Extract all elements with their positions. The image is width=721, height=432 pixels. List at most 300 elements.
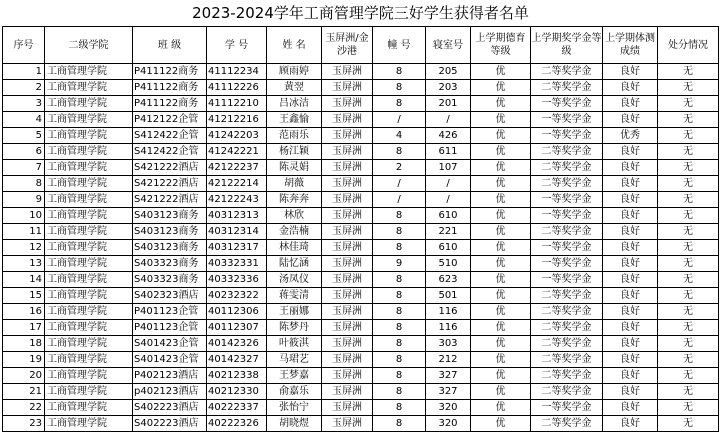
table-row	[3, 384, 719, 400]
cell-college: 工商管理学院	[45, 256, 133, 272]
cell-student-id: 40222337	[207, 400, 267, 416]
cell-student-id: 41212216	[207, 112, 267, 128]
cell-student-id: 41112210	[207, 96, 267, 112]
cell-scholarship: 一等奖学金	[531, 400, 603, 416]
cell-moral: 优	[471, 112, 531, 128]
cell-name: 张怡宁	[267, 400, 322, 416]
cell-class: P411122商务	[133, 96, 207, 112]
cell-seq: 21	[3, 384, 45, 400]
cell-campus: 玉屏洲	[322, 80, 373, 96]
cell-class: P402123酒店	[133, 368, 207, 384]
cell-pe: 良好	[603, 208, 658, 224]
cell-scholarship: 一等奖学金	[531, 128, 603, 144]
cell-name: 陈灵娟	[267, 160, 322, 176]
cell-college: 工商管理学院	[45, 112, 133, 128]
cell-room: 623	[426, 272, 471, 288]
cell-scholarship: 二等奖学金	[531, 384, 603, 400]
cell-room: 201	[426, 96, 471, 112]
cell-campus: 玉屏洲	[322, 304, 373, 320]
cell-room: /	[426, 192, 471, 208]
cell-name: 陈梦丹	[267, 320, 322, 336]
cell-campus: 玉屏洲	[322, 288, 373, 304]
cell-building: 8	[373, 400, 426, 416]
cell-building: /	[373, 176, 426, 192]
cell-moral: 优	[471, 256, 531, 272]
cell-pe: 良好	[603, 64, 658, 80]
header-discipline: 处分情况	[658, 27, 719, 64]
cell-college: 工商管理学院	[45, 128, 133, 144]
cell-scholarship: 一等奖学金	[531, 96, 603, 112]
cell-college: 工商管理学院	[45, 96, 133, 112]
cell-room: 510	[426, 256, 471, 272]
cell-seq: 2	[3, 80, 45, 96]
cell-pe: 良好	[603, 336, 658, 352]
cell-discipline: 无	[658, 320, 719, 336]
cell-class: S403123商务	[133, 208, 207, 224]
cell-discipline: 无	[658, 416, 719, 432]
document-title: 2023-2024学年工商管理学院三好学生获得者名单	[192, 4, 529, 22]
cell-name: 汤凤仪	[267, 272, 322, 288]
table-row	[3, 224, 719, 240]
cell-seq: 18	[3, 336, 45, 352]
cell-moral: 优	[471, 320, 531, 336]
cell-moral: 优	[471, 64, 531, 80]
cell-room: 610	[426, 240, 471, 256]
cell-college: 工商管理学院	[45, 304, 133, 320]
cell-campus: 玉屏洲	[322, 240, 373, 256]
cell-name: 顾雨婷	[267, 64, 322, 80]
cell-building: 8	[373, 352, 426, 368]
table-row	[3, 160, 719, 176]
cell-scholarship: 一等奖学金	[531, 208, 603, 224]
cell-room: 205	[426, 64, 471, 80]
cell-discipline: 无	[658, 288, 719, 304]
cell-college: 工商管理学院	[45, 64, 133, 80]
cell-campus: 玉屏洲	[322, 64, 373, 80]
cell-building: 8	[373, 368, 426, 384]
cell-building: 8	[373, 384, 426, 400]
cell-class: S421222酒店	[133, 192, 207, 208]
cell-college: 工商管理学院	[45, 160, 133, 176]
cell-college: 工商管理学院	[45, 224, 133, 240]
cell-campus: 玉屏洲	[322, 192, 373, 208]
cell-discipline: 无	[658, 272, 719, 288]
cell-class: S421222酒店	[133, 176, 207, 192]
cell-college: 工商管理学院	[45, 320, 133, 336]
cell-pe: 良好	[603, 112, 658, 128]
cell-pe: 良好	[603, 272, 658, 288]
header-building: 幢 号	[373, 27, 426, 64]
cell-building: 8	[373, 208, 426, 224]
cell-moral: 优	[471, 368, 531, 384]
cell-pe: 良好	[603, 96, 658, 112]
cell-college: 工商管理学院	[45, 416, 133, 432]
cell-name: 林佳琦	[267, 240, 322, 256]
cell-student-id: 40142327	[207, 352, 267, 368]
cell-campus: 玉屏洲	[322, 400, 373, 416]
table-row	[3, 96, 719, 112]
cell-college: 工商管理学院	[45, 336, 133, 352]
table-row	[3, 336, 719, 352]
cell-moral: 优	[471, 192, 531, 208]
cell-pe: 良好	[603, 256, 658, 272]
cell-room: /	[426, 176, 471, 192]
cell-name: 马珺艺	[267, 352, 322, 368]
cell-name: 金浩楠	[267, 224, 322, 240]
cell-room: 501	[426, 288, 471, 304]
cell-scholarship: 二等奖学金	[531, 368, 603, 384]
cell-student-id: 42122214	[207, 176, 267, 192]
cell-moral: 优	[471, 336, 531, 352]
cell-moral: 优	[471, 208, 531, 224]
cell-name: 胡薇	[267, 176, 322, 192]
cell-moral: 优	[471, 272, 531, 288]
cell-seq: 5	[3, 128, 45, 144]
cell-moral: 优	[471, 80, 531, 96]
cell-student-id: 40332331	[207, 256, 267, 272]
cell-scholarship: 二等奖学金	[531, 320, 603, 336]
cell-class: S403323商务	[133, 272, 207, 288]
cell-building: 4	[373, 128, 426, 144]
cell-seq: 11	[3, 224, 45, 240]
cell-pe: 良好	[603, 144, 658, 160]
cell-building: 8	[373, 336, 426, 352]
cell-moral: 优	[471, 304, 531, 320]
cell-scholarship: 一等奖学金	[531, 272, 603, 288]
cell-name: 王梦嘉	[267, 368, 322, 384]
table-row	[3, 240, 719, 256]
header-scholarship: 上学期奖学金等级	[531, 27, 603, 64]
table-row	[3, 272, 719, 288]
cell-class: p402123酒店	[133, 384, 207, 400]
cell-building: 8	[373, 64, 426, 80]
header-seq: 序号	[3, 27, 45, 64]
cell-college: 工商管理学院	[45, 80, 133, 96]
cell-room: 327	[426, 368, 471, 384]
cell-seq: 23	[3, 416, 45, 432]
cell-pe: 良好	[603, 288, 658, 304]
cell-class: S412422企管	[133, 144, 207, 160]
cell-discipline: 无	[658, 64, 719, 80]
cell-student-id: 42122237	[207, 160, 267, 176]
cell-campus: 玉屏洲	[322, 336, 373, 352]
cell-discipline: 无	[658, 304, 719, 320]
cell-pe: 良好	[603, 192, 658, 208]
cell-campus: 玉屏洲	[322, 176, 373, 192]
cell-class: S403123商务	[133, 240, 207, 256]
cell-discipline: 无	[658, 144, 719, 160]
cell-student-id: 41112234	[207, 64, 267, 80]
cell-discipline: 无	[658, 336, 719, 352]
cell-college: 工商管理学院	[45, 144, 133, 160]
cell-seq: 22	[3, 400, 45, 416]
cell-seq: 15	[3, 288, 45, 304]
cell-student-id: 42122243	[207, 192, 267, 208]
cell-campus: 玉屏洲	[322, 160, 373, 176]
cell-room: 327	[426, 384, 471, 400]
cell-seq: 9	[3, 192, 45, 208]
cell-pe: 良好	[603, 240, 658, 256]
cell-student-id: 40212338	[207, 368, 267, 384]
cell-student-id: 40142326	[207, 336, 267, 352]
table-row	[3, 192, 719, 208]
cell-building: 2	[373, 160, 426, 176]
cell-class: S421222酒店	[133, 160, 207, 176]
cell-discipline: 无	[658, 96, 719, 112]
cell-moral: 优	[471, 384, 531, 400]
cell-class: S403123商务	[133, 224, 207, 240]
cell-seq: 13	[3, 256, 45, 272]
cell-name: 范雨乐	[267, 128, 322, 144]
cell-discipline: 无	[658, 240, 719, 256]
cell-discipline: 无	[658, 368, 719, 384]
cell-building: 8	[373, 96, 426, 112]
cell-class: S402323酒店	[133, 288, 207, 304]
cell-moral: 优	[471, 144, 531, 160]
cell-student-id: 41242221	[207, 144, 267, 160]
cell-discipline: 无	[658, 352, 719, 368]
cell-scholarship: 一等奖学金	[531, 112, 603, 128]
cell-campus: 玉屏洲	[322, 128, 373, 144]
cell-building: /	[373, 192, 426, 208]
header-student-id: 学 号	[207, 27, 267, 64]
cell-campus: 玉屏洲	[322, 352, 373, 368]
cell-seq: 3	[3, 96, 45, 112]
cell-room: 107	[426, 160, 471, 176]
header-campus: 玉屏洲/金沙港	[322, 27, 373, 64]
cell-building: /	[373, 112, 426, 128]
cell-student-id: 40312314	[207, 224, 267, 240]
cell-campus: 玉屏洲	[322, 112, 373, 128]
cell-discipline: 无	[658, 192, 719, 208]
table-row	[3, 208, 719, 224]
table-row	[3, 128, 719, 144]
cell-building: 8	[373, 288, 426, 304]
cell-discipline: 无	[658, 80, 719, 96]
cell-scholarship: 二等奖学金	[531, 80, 603, 96]
cell-seq: 14	[3, 272, 45, 288]
table-row	[3, 416, 719, 432]
cell-campus: 玉屏洲	[322, 256, 373, 272]
cell-student-id: 40332336	[207, 272, 267, 288]
cell-name: 杨江颖	[267, 144, 322, 160]
cell-moral: 优	[471, 96, 531, 112]
cell-class: S403323商务	[133, 256, 207, 272]
cell-scholarship: 二等奖学金	[531, 144, 603, 160]
cell-scholarship: 二等奖学金	[531, 224, 603, 240]
cell-student-id: 40222326	[207, 416, 267, 432]
cell-pe: 良好	[603, 400, 658, 416]
cell-college: 工商管理学院	[45, 240, 133, 256]
cell-college: 工商管理学院	[45, 288, 133, 304]
table-row	[3, 304, 719, 320]
cell-pe: 良好	[603, 176, 658, 192]
table-row	[3, 320, 719, 336]
cell-pe: 良好	[603, 304, 658, 320]
cell-name: 吕冰洁	[267, 96, 322, 112]
cell-class: S412422企管	[133, 128, 207, 144]
cell-seq: 7	[3, 160, 45, 176]
cell-pe: 优秀	[603, 128, 658, 144]
cell-campus: 玉屏洲	[322, 416, 373, 432]
cell-scholarship: 二等奖学金	[531, 336, 603, 352]
cell-moral: 优	[471, 128, 531, 144]
cell-name: 王鑫愉	[267, 112, 322, 128]
cell-class: S401423企管	[133, 336, 207, 352]
cell-student-id: 41112226	[207, 80, 267, 96]
table-header-row	[3, 27, 719, 64]
header-college: 二级学院	[45, 27, 133, 64]
cell-building: 8	[373, 144, 426, 160]
cell-name: 俞嘉乐	[267, 384, 322, 400]
cell-scholarship: 二等奖学金	[531, 304, 603, 320]
cell-scholarship: 一等奖学金	[531, 256, 603, 272]
cell-class: P411122商务	[133, 64, 207, 80]
cell-seq: 12	[3, 240, 45, 256]
cell-building: 8	[373, 224, 426, 240]
cell-room: 320	[426, 400, 471, 416]
cell-moral: 优	[471, 288, 531, 304]
cell-pe: 良好	[603, 160, 658, 176]
cell-building: 8	[373, 304, 426, 320]
cell-scholarship: 二等奖学金	[531, 64, 603, 80]
cell-class: S402223酒店	[133, 400, 207, 416]
cell-college: 工商管理学院	[45, 384, 133, 400]
cell-scholarship: 二等奖学金	[531, 416, 603, 432]
cell-campus: 玉屏洲	[322, 224, 373, 240]
cell-campus: 玉屏洲	[322, 320, 373, 336]
table-row	[3, 256, 719, 272]
cell-discipline: 无	[658, 128, 719, 144]
cell-name: 叶筱淇	[267, 336, 322, 352]
cell-scholarship: 一等奖学金	[531, 192, 603, 208]
cell-name: 陈奔奔	[267, 192, 322, 208]
table-row	[3, 352, 719, 368]
cell-seq: 16	[3, 304, 45, 320]
cell-college: 工商管理学院	[45, 192, 133, 208]
cell-student-id: 40112306	[207, 304, 267, 320]
table-row	[3, 80, 719, 96]
cell-seq: 20	[3, 368, 45, 384]
cell-moral: 优	[471, 400, 531, 416]
header-name: 姓 名	[267, 27, 322, 64]
cell-student-id: 40232322	[207, 288, 267, 304]
table-row	[3, 176, 719, 192]
cell-seq: 10	[3, 208, 45, 224]
cell-discipline: 无	[658, 400, 719, 416]
cell-moral: 优	[471, 224, 531, 240]
cell-campus: 玉屏洲	[322, 272, 373, 288]
cell-discipline: 无	[658, 256, 719, 272]
cell-building: 8	[373, 240, 426, 256]
cell-college: 工商管理学院	[45, 352, 133, 368]
cell-pe: 良好	[603, 320, 658, 336]
cell-class: P401123企管	[133, 320, 207, 336]
cell-college: 工商管理学院	[45, 400, 133, 416]
cell-campus: 玉屏洲	[322, 96, 373, 112]
cell-name: 林欣	[267, 208, 322, 224]
cell-moral: 优	[471, 176, 531, 192]
table-row	[3, 144, 719, 160]
cell-building: 8	[373, 416, 426, 432]
cell-discipline: 无	[658, 208, 719, 224]
cell-class: P412122企管	[133, 112, 207, 128]
cell-scholarship: 二等奖学金	[531, 352, 603, 368]
cell-pe: 良好	[603, 224, 658, 240]
cell-building: 8	[373, 80, 426, 96]
cell-scholarship: 一等奖学金	[531, 240, 603, 256]
cell-class: P401123企管	[133, 304, 207, 320]
cell-seq: 6	[3, 144, 45, 160]
cell-college: 工商管理学院	[45, 208, 133, 224]
table-row	[3, 400, 719, 416]
cell-student-id: 40312313	[207, 208, 267, 224]
cell-student-id: 40312317	[207, 240, 267, 256]
table-body	[3, 64, 719, 432]
table-row	[3, 112, 719, 128]
cell-room: 320	[426, 416, 471, 432]
cell-room: /	[426, 112, 471, 128]
cell-campus: 玉屏洲	[322, 208, 373, 224]
cell-student-id: 41242203	[207, 128, 267, 144]
cell-discipline: 无	[658, 176, 719, 192]
cell-room: 221	[426, 224, 471, 240]
cell-class: S402223酒店	[133, 416, 207, 432]
cell-seq: 17	[3, 320, 45, 336]
cell-pe: 良好	[603, 352, 658, 368]
cell-college: 工商管理学院	[45, 368, 133, 384]
cell-room: 212	[426, 352, 471, 368]
cell-room: 426	[426, 128, 471, 144]
cell-building: 8	[373, 320, 426, 336]
cell-scholarship: 二等奖学金	[531, 176, 603, 192]
cell-name: 王丽娜	[267, 304, 322, 320]
cell-seq: 4	[3, 112, 45, 128]
cell-college: 工商管理学院	[45, 272, 133, 288]
cell-name: 蒋雯清	[267, 288, 322, 304]
table-row	[3, 368, 719, 384]
cell-building: 9	[373, 256, 426, 272]
header-moral: 上学期德育等级	[471, 27, 531, 64]
cell-pe: 良好	[603, 368, 658, 384]
cell-scholarship: 二等奖学金	[531, 160, 603, 176]
cell-campus: 玉屏洲	[322, 368, 373, 384]
cell-moral: 优	[471, 352, 531, 368]
cell-discipline: 无	[658, 112, 719, 128]
cell-room: 116	[426, 320, 471, 336]
cell-moral: 优	[471, 416, 531, 432]
cell-room: 610	[426, 208, 471, 224]
table-row	[3, 64, 719, 80]
cell-name: 黄翌	[267, 80, 322, 96]
cell-student-id: 40112307	[207, 320, 267, 336]
cell-discipline: 无	[658, 224, 719, 240]
cell-seq: 19	[3, 352, 45, 368]
cell-seq: 1	[3, 64, 45, 80]
table-row	[3, 288, 719, 304]
cell-moral: 优	[471, 240, 531, 256]
header-pe: 上学期体测成绩	[603, 27, 658, 64]
cell-class: P411122商务	[133, 80, 207, 96]
cell-campus: 玉屏洲	[322, 144, 373, 160]
cell-campus: 玉屏洲	[322, 384, 373, 400]
cell-building: 8	[373, 272, 426, 288]
cell-moral: 优	[471, 160, 531, 176]
cell-discipline: 无	[658, 384, 719, 400]
cell-name: 陆忆涵	[267, 256, 322, 272]
header-class: 班 级	[133, 27, 207, 64]
header-room: 寝室号	[426, 27, 471, 64]
